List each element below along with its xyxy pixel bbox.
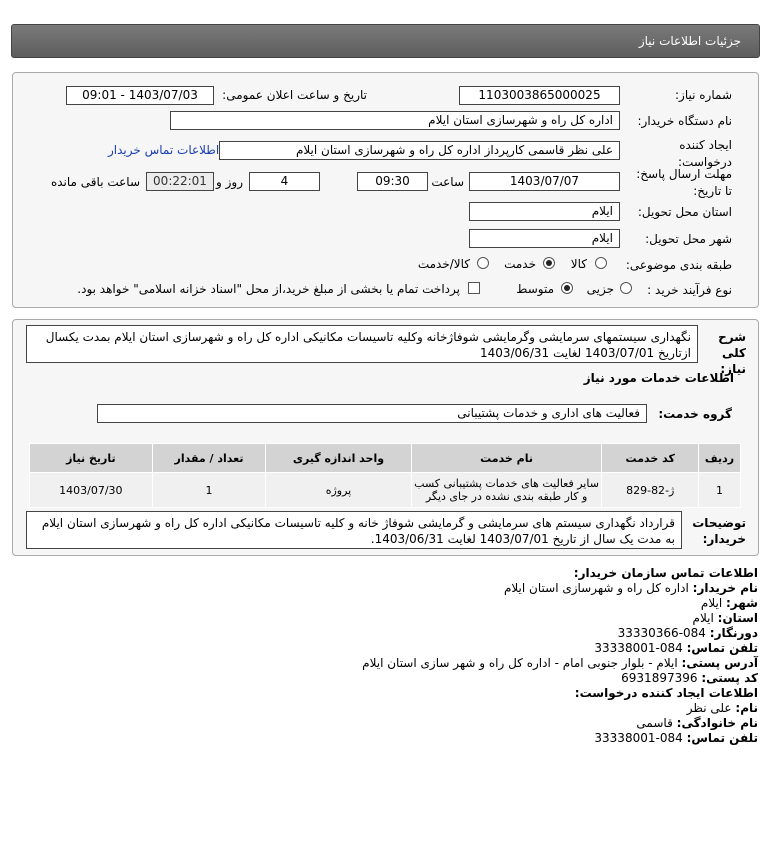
province-field: ایلام	[469, 202, 620, 221]
deadline-label: مهلت ارسال پاسخ: تا تاریخ:	[636, 167, 732, 198]
contact-title: اطلاعات تماس سازمان خریدار:	[573, 566, 758, 580]
city-field: ایلام	[469, 229, 620, 248]
buyer-notes-text: قرارداد نگهداری سیستم های سرمایشی و گرمایشی شوفاژ خانه و کلیه تاسیسات مکانیکی اداره کل راه و شهرسازی استان ایلام به مدت یک سال از تاریخ 1403/07/01 لغایت 1403/06/31.	[26, 511, 682, 549]
col-index: ردیف	[698, 444, 740, 473]
treasury-payment-checkbox[interactable]	[468, 282, 480, 294]
col-date: تاریخ نیاز	[30, 444, 153, 473]
cell-date: 1403/07/30	[30, 473, 153, 508]
services-section-title: اطلاعات خدمات مورد نیاز	[583, 371, 734, 385]
province-label: استان محل تحویل:	[637, 205, 732, 219]
services-table	[29, 443, 741, 508]
contact-city: شهر: ایلام	[700, 596, 758, 610]
deadline-date-field: 1403/07/07	[469, 172, 620, 191]
need-number-field: 1103003865000025	[459, 86, 620, 105]
buyer-contact-link[interactable]: اطلاعات تماس خریدار	[108, 143, 220, 157]
process-medium-label: متوسط	[516, 282, 554, 296]
contact-buyer-name: نام خریدار: اداره کل راه و شهرسازی استان ایلام	[503, 581, 758, 595]
cell-unit: پروژه	[266, 473, 411, 508]
days-label: روز و	[216, 175, 243, 189]
contact-address: آدرس پستی: ایلام - بلوار جنوبی امام - اداره کل راه و شهر سازی استان ایلام	[362, 656, 758, 670]
col-qty: تعداد / مقدار	[152, 444, 266, 473]
buyer-org-label: نام دستگاه خریدار:	[637, 114, 732, 128]
process-medium-radio[interactable]	[561, 282, 573, 294]
creator-field: علی نظر قاسمی کارپرداز اداره کل راه و شهرسازی استان ایلام	[219, 141, 620, 160]
process-minor-label: جزیی	[586, 282, 614, 296]
process-label: نوع فرآیند خرید :	[647, 283, 732, 297]
table-header-row	[30, 444, 741, 473]
category-service-label: خدمت	[504, 257, 536, 271]
need-number-label: شماره نیاز:	[675, 88, 732, 102]
contact-postal: کد پستی: 6931897396	[621, 671, 758, 685]
cell-name: سایر فعالیت های خدمات پشتیبانی کسب و کار طبقه بندی نشده در جای دیگر	[411, 473, 602, 508]
creator-phone: تلفن تماس: 084-33338001	[594, 731, 758, 745]
process-minor-radio[interactable]	[620, 282, 632, 294]
col-code: کد خدمت	[602, 444, 699, 473]
description-label: شرح کلی نیاز:	[718, 330, 746, 376]
category-goods-service-label: کالا/خدمت	[417, 257, 470, 271]
creator-info-title: اطلاعات ایجاد کننده درخواست:	[574, 686, 758, 700]
page-header	[11, 24, 760, 58]
announce-field: 1403/07/03 - 09:01	[66, 86, 214, 105]
page-title: جزئیات اطلاعات نیاز	[638, 34, 741, 48]
deadline-time-field: 09:30	[357, 172, 428, 191]
service-group-label: گروه خدمت:	[658, 407, 732, 421]
category-goods-service-radio[interactable]	[477, 257, 489, 269]
col-name: نام خدمت	[411, 444, 602, 473]
cell-qty: 1	[152, 473, 266, 508]
contact-fax: دورنگار: 084-33330366	[617, 626, 758, 640]
buyer-notes-label: توضیحات خریدار:	[692, 516, 746, 546]
col-unit: واحد اندازه گیری	[266, 444, 411, 473]
cell-code: ژ-82-829	[602, 473, 699, 508]
creator-first-name: نام: علی نظر	[686, 701, 758, 715]
city-label: شهر محل تحویل:	[645, 232, 732, 246]
remaining-time-field: 00:22:01	[146, 172, 214, 191]
contact-info	[18, 566, 758, 746]
contact-province: استان: ایلام	[692, 611, 758, 625]
table-row	[30, 473, 741, 508]
service-group-field: فعالیت های اداری و خدمات پشتیبانی	[97, 404, 647, 423]
category-label: طبقه بندی موضوعی:	[625, 258, 732, 272]
description-text: نگهداری سیستمهای سرمایشی وگرمایشی شوفاژخانه وکلیه تاسیسات مکانیکی اداره کل راه و شهرسازی استان ایلام بمدت یکسال ازتاریخ 1403/07/01 لغایت 1403/06/31	[26, 325, 698, 363]
treasury-payment-note: پرداخت تمام یا بخشی از مبلغ خرید،از محل "اسناد خزانه اسلامی" خواهد بود.	[77, 282, 460, 296]
time-label: ساعت	[431, 175, 464, 189]
contact-phone: تلفن تماس: 084-33338001	[594, 641, 758, 655]
category-service-radio[interactable]	[543, 257, 555, 269]
days-field: 4	[249, 172, 320, 191]
cell-index: 1	[698, 473, 740, 508]
category-goods-radio[interactable]	[595, 257, 607, 269]
buyer-org-field: اداره کل راه و شهرسازی استان ایلام	[170, 111, 620, 130]
category-goods-label: کالا	[570, 257, 587, 271]
creator-last-name: نام خانوادگی: قاسمی	[636, 716, 758, 730]
creator-label: ایجاد کننده درخواست:	[678, 138, 732, 169]
announce-label: تاریخ و ساعت اعلان عمومی:	[222, 88, 367, 102]
remaining-label: ساعت باقی مانده	[50, 175, 140, 189]
